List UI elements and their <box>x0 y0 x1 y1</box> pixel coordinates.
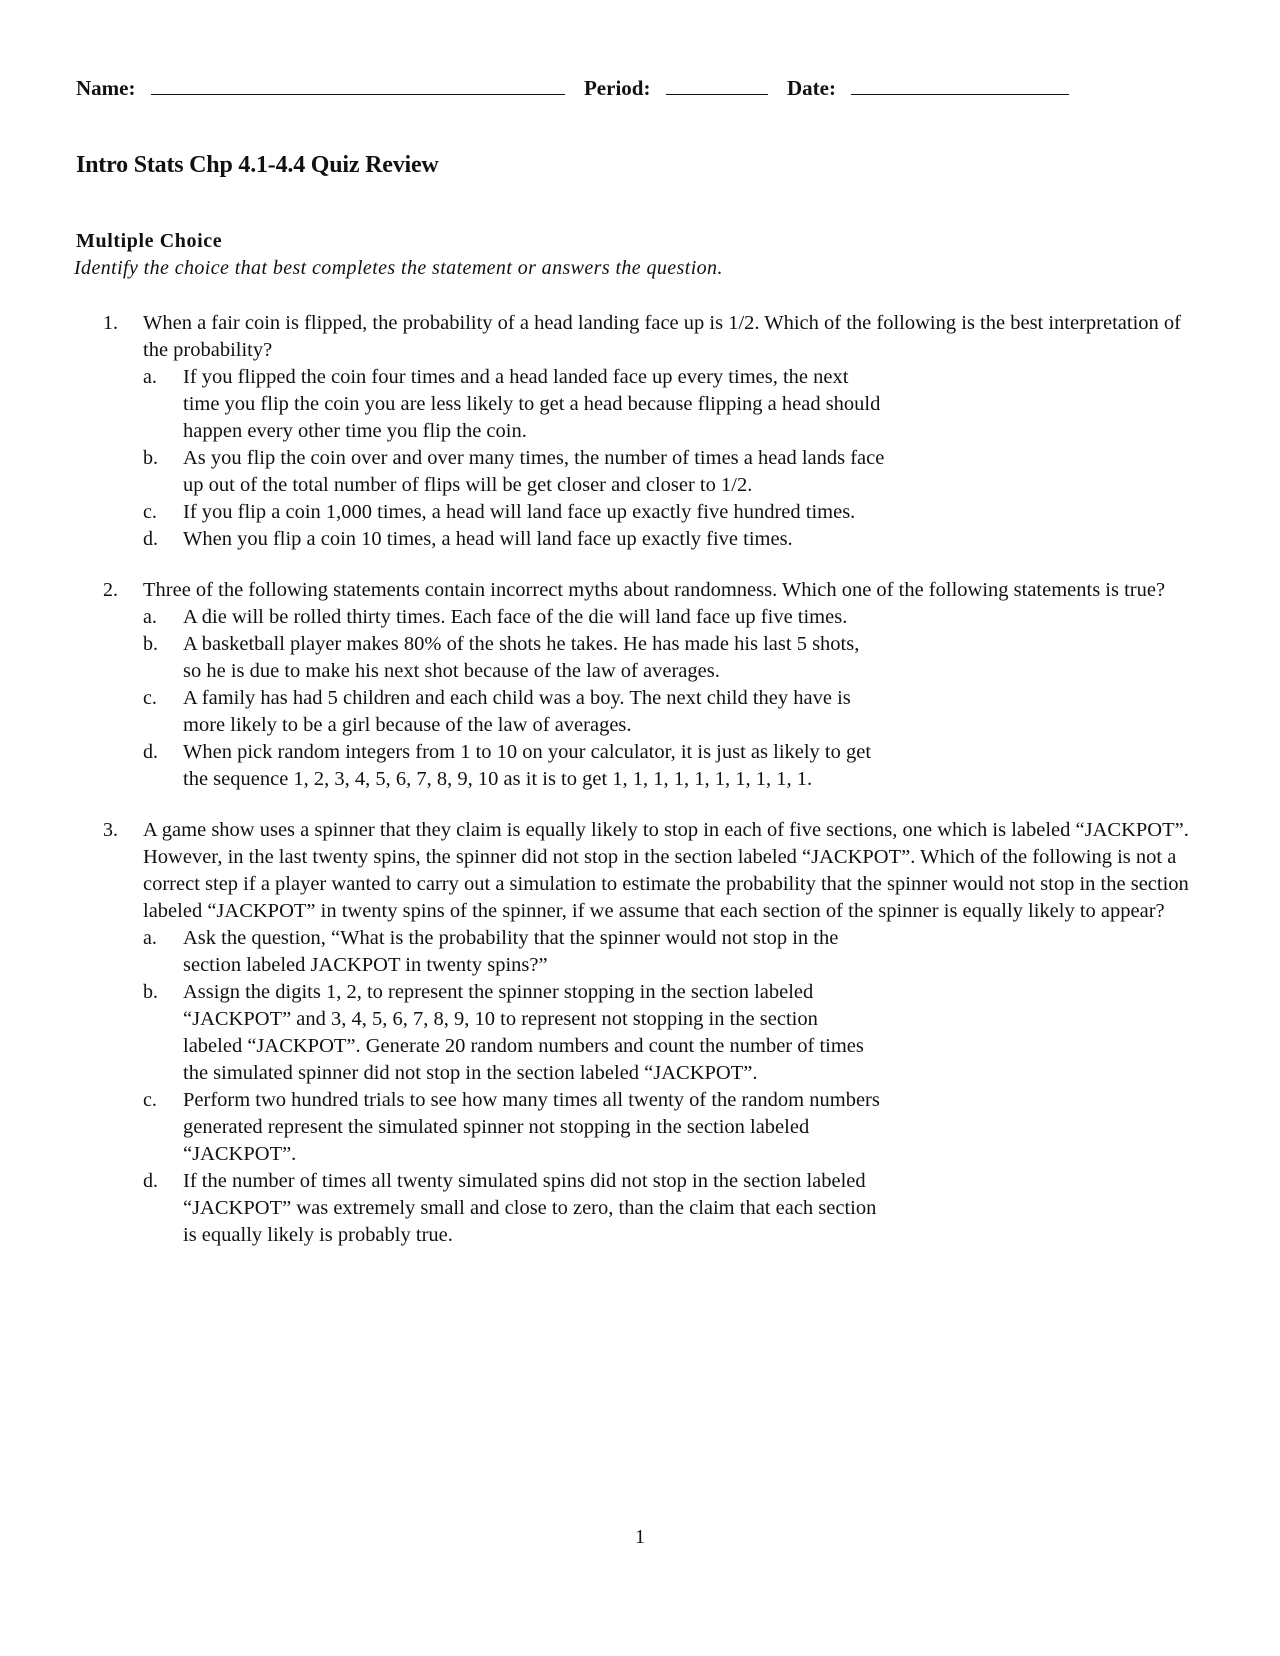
choice-letter: b. <box>143 447 158 469</box>
answer-choice <box>143 925 1280 979</box>
choice-text: A basketball player makes 80% of the shots he takes. He has made his last 5 shots, so he is due to make his next shot because of the law of averages. <box>183 633 860 682</box>
answer-choice <box>143 499 1280 526</box>
choice-text: When pick random integers from 1 to 10 on your calculator, it is just as likely to get the sequence 1, 2, 3, 4, 5, 6, 7, 8, 9, 10 as it is to get 1, 1, 1, 1, 1, 1, 1, 1, 1, 1. <box>183 741 872 790</box>
name-label: Name: <box>76 76 136 100</box>
choice-letter: a. <box>143 927 157 949</box>
answer-choice <box>143 1087 1280 1168</box>
question-2 <box>0 577 1280 793</box>
document-title: Intro Stats Chp 4.1-4.4 Quiz Review <box>76 152 439 178</box>
question-stem: A game show uses a spinner that they claim is equally likely to stop in each of five sections, one which is labeled “JACKPOT”. However, in the last twenty spins, the spinner did not stop in the section labeled “JACKPOT”. Which of the following is not a correct step if a player wanted to carry out a simulation to estimate the probability that the spinner would not stop in the section labeled “JACKPOT” in twenty spins of the spinner, if we assume that each section of the spinner is equally likely to appear? <box>143 819 1189 922</box>
question-1 <box>0 310 1280 553</box>
choice-text: A die will be rolled thirty times. Each face of the die will land face up five times. <box>183 606 848 628</box>
choice-text: A family has had 5 children and each child was a boy. The next child they have is more likely to be a girl because of the law of averages. <box>183 687 851 736</box>
question-stem: Three of the following statements contain incorrect myths about randomness. Which one of the following statements is true? <box>143 579 1166 601</box>
period-blank-line <box>666 76 768 95</box>
answer-choice <box>143 979 1280 1087</box>
question-stem: When a fair coin is flipped, the probability of a head landing face up is 1/2. Which of the following is the best interpretation of the probability? <box>143 312 1181 361</box>
period-label: Period: <box>583 76 651 100</box>
question-number: 2. <box>103 579 118 601</box>
choice-text: When you flip a coin 10 times, a head will land face up exactly five times. <box>183 528 793 550</box>
choice-letter: b. <box>143 981 158 1003</box>
choice-letter: d. <box>143 741 158 763</box>
answer-choice <box>143 739 1280 793</box>
answer-choice <box>143 685 1280 739</box>
page-number: 1 <box>635 1526 645 1548</box>
question-number: 3. <box>103 819 118 841</box>
answer-choice <box>143 526 1280 553</box>
answer-choice <box>143 631 1280 685</box>
choice-text: If you flip a coin 1,000 times, a head will land face up exactly five hundred times. <box>183 501 856 523</box>
answer-choice <box>143 1168 1280 1249</box>
choice-letter: c. <box>143 1089 157 1111</box>
choice-text: As you flip the coin over and over many times, the number of times a head lands face up out of the total number of flips will be get closer and closer to 1/2. <box>183 447 885 496</box>
choice-text: Ask the question, “What is the probability that the spinner would not stop in the section labeled JACKPOT in twenty spins?” <box>183 927 839 976</box>
choice-text: If you flipped the coin four times and a head landed face up every times, the next time you flip the coin you are less likely to get a head because flipping a head should happen every other time you flip the coin. <box>183 366 881 442</box>
choice-letter: d. <box>143 528 158 550</box>
choice-letter: a. <box>143 606 157 628</box>
choice-text: Perform two hundred trials to see how many times all twenty of the random numbers generated represent the simulated spinner not stopping in the section labeled “JACKPOT”. <box>183 1089 880 1165</box>
answer-choice <box>143 604 1280 631</box>
choice-letter: a. <box>143 366 157 388</box>
date-label: Date: <box>786 76 836 100</box>
question-number: 1. <box>103 312 118 334</box>
question-3 <box>0 817 1280 1249</box>
choice-letter: c. <box>143 501 157 523</box>
choice-letter: d. <box>143 1170 158 1192</box>
choice-letter: c. <box>143 687 157 709</box>
choice-text: Assign the digits 1, 2, to represent the spinner stopping in the section labeled “JACKPOT” and 3, 4, 5, 6, 7, 8, 9, 10 to represent not stopping in the section labeled “JACKPOT”. Generate 20 random numbers and count the number of times the simulated spinner did not stop in the section labeled “JACKPOT”. <box>183 981 864 1084</box>
date-blank-line <box>851 76 1069 95</box>
section-instructions: Identify the choice that best completes the statement or answers the question. <box>74 257 723 279</box>
question-list <box>0 310 1280 1273</box>
section-heading: Multiple Choice <box>76 230 223 252</box>
choice-text: If the number of times all twenty simulated spins did not stop in the section labeled “JACKPOT” was extremely small and close to zero, than the claim that each section is equally likely is probably true. <box>183 1170 877 1246</box>
student-info-header <box>76 76 1083 101</box>
answer-choice <box>143 445 1280 499</box>
answer-choice <box>143 364 1280 445</box>
name-blank-line <box>151 76 565 95</box>
choice-letter: b. <box>143 633 158 655</box>
